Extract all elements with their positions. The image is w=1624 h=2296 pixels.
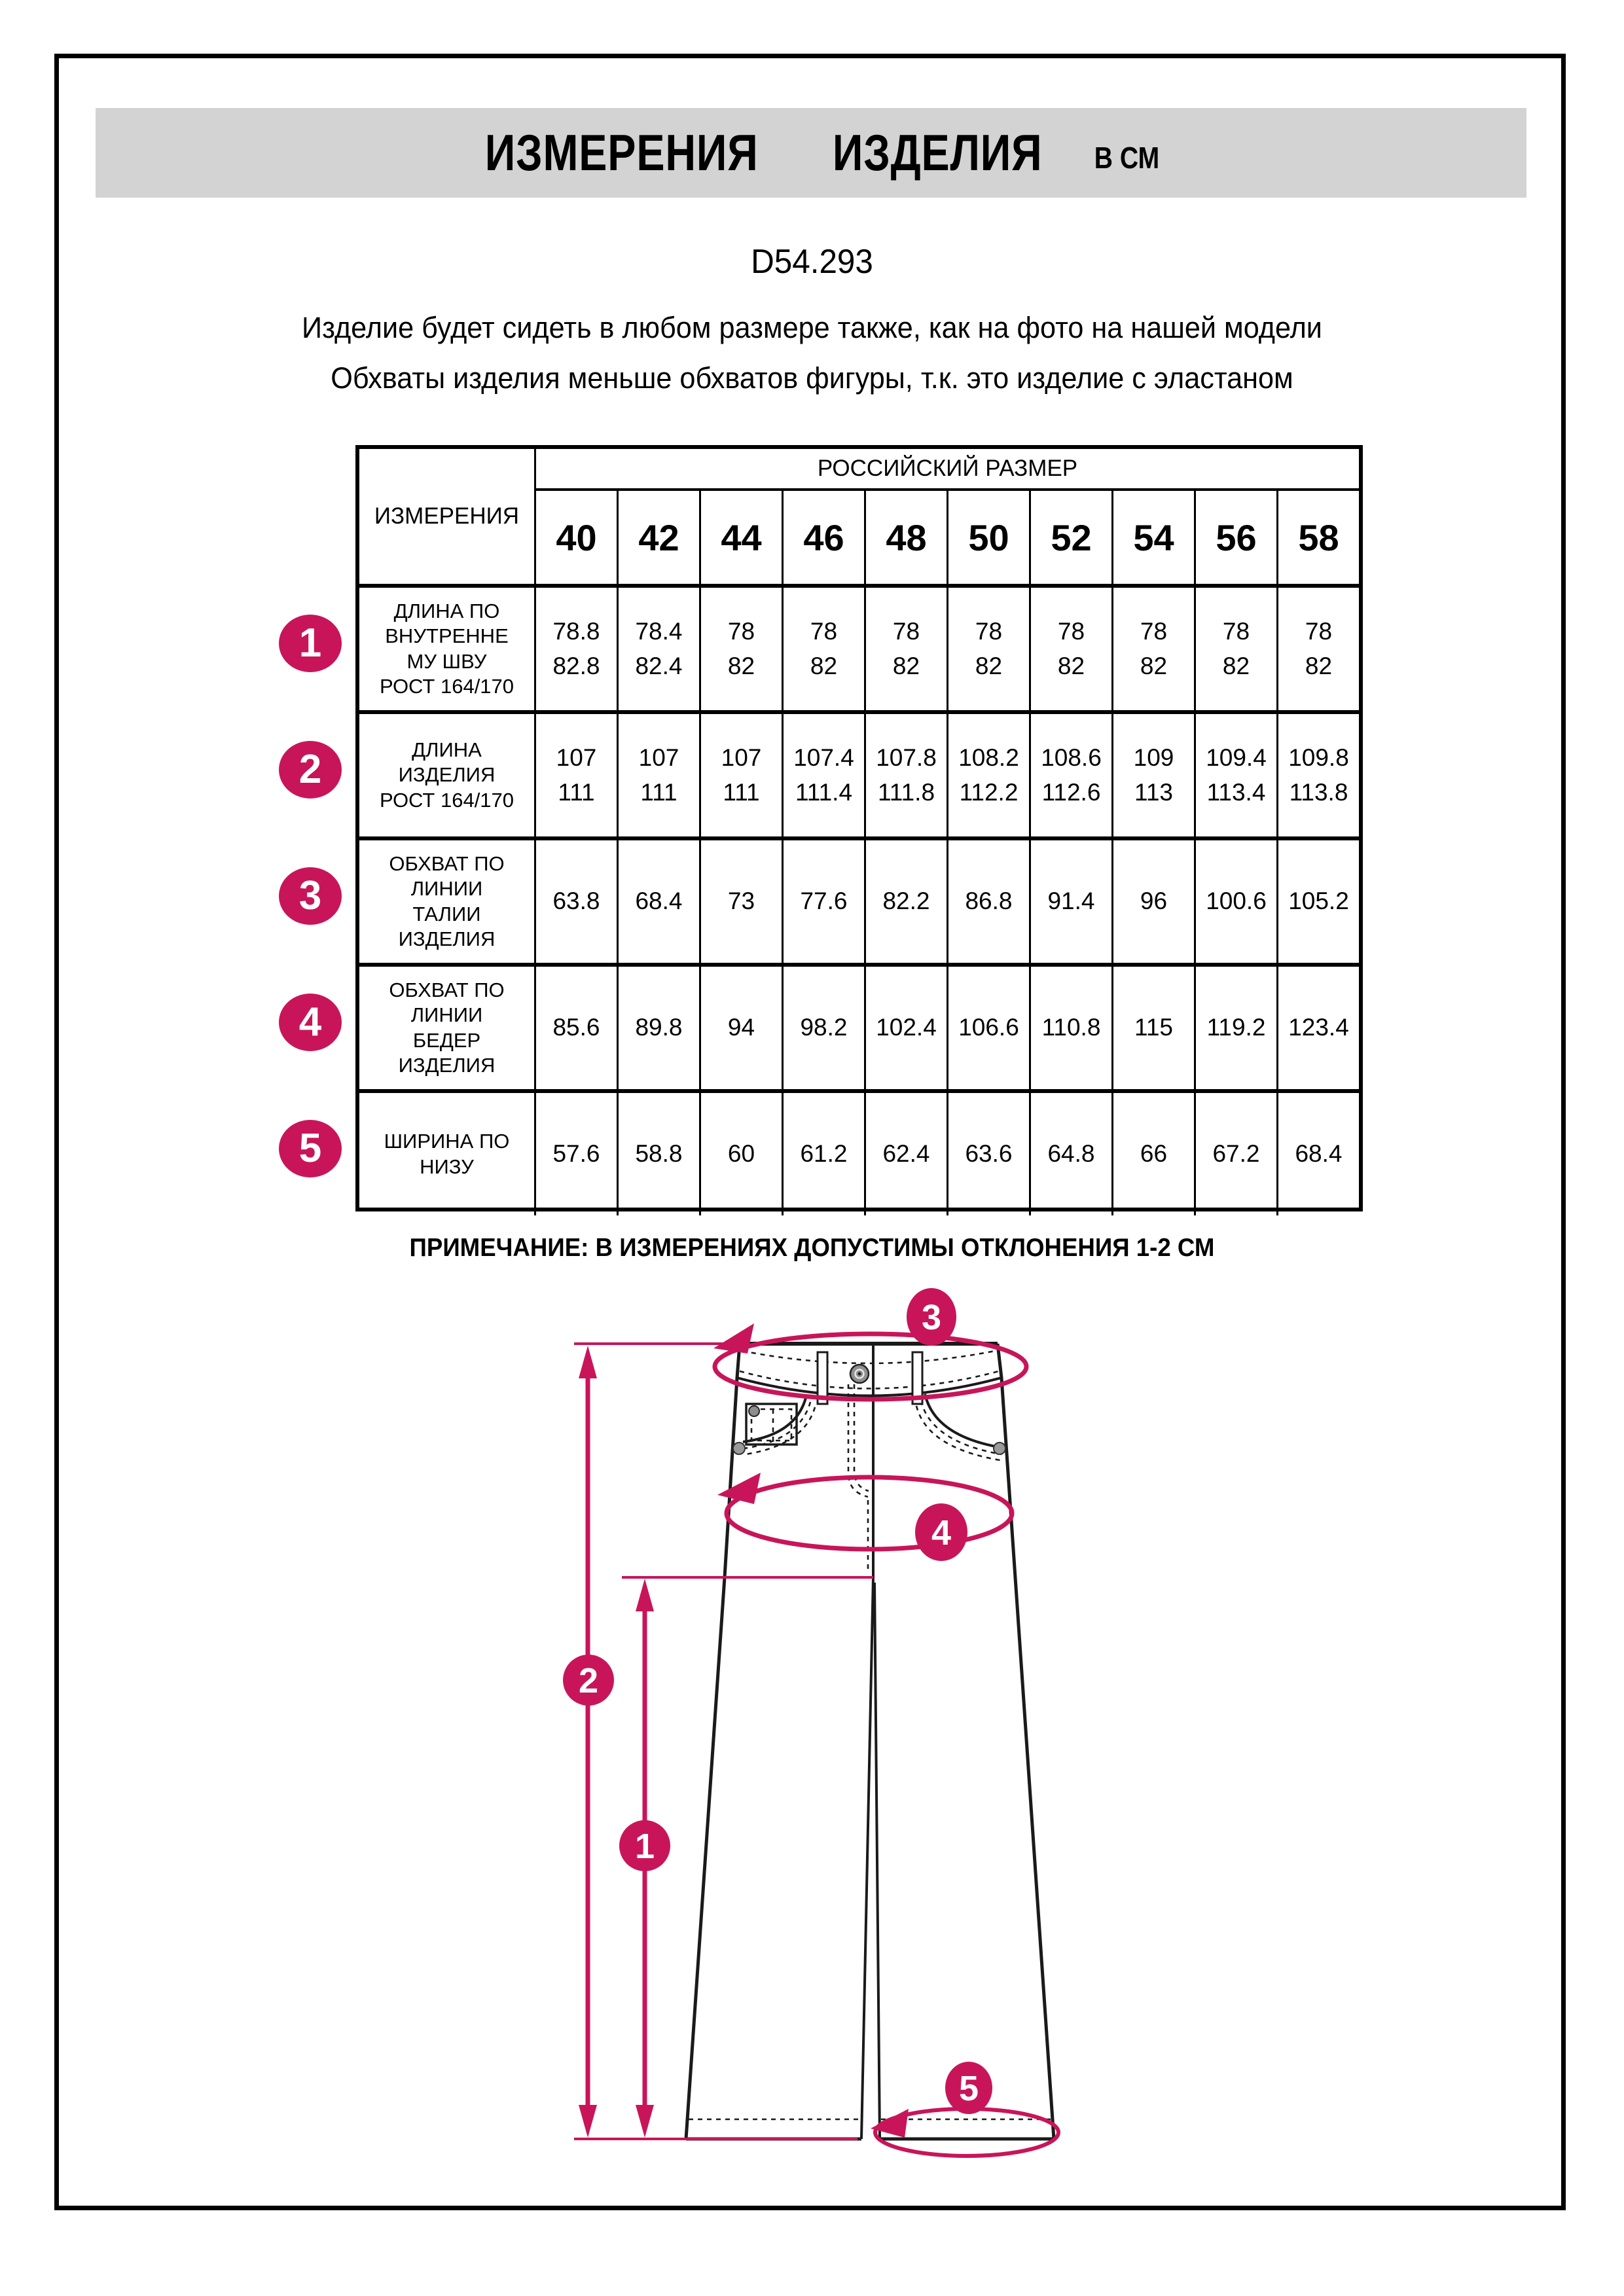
measurement-value-r5-c40-line: 57.6 bbox=[552, 1140, 600, 1168]
measurement-value-r2-c46-line: 111.4 bbox=[795, 778, 853, 806]
size-col-header-52-line: 52 bbox=[1051, 516, 1092, 558]
row-number-5: 5 bbox=[298, 1125, 322, 1171]
measurement-label-1-line: МУ ШВУ bbox=[406, 649, 487, 673]
arrow-2-head-down-icon bbox=[579, 2105, 597, 2138]
left-rivet bbox=[733, 1443, 745, 1454]
measurement-label-1-line: ДЛИНА ПО bbox=[393, 599, 500, 622]
measurement-value-r2-c54-line: 113 bbox=[1134, 778, 1173, 806]
measurement-value-r4-c42 bbox=[617, 963, 699, 1089]
measurement-value-r3-c52 bbox=[1029, 836, 1111, 963]
measurement-value-r3-c46 bbox=[782, 836, 864, 963]
measurement-value-r4-c50-line: 106.6 bbox=[958, 1014, 1019, 1041]
callout-1 bbox=[619, 1820, 670, 1871]
measurement-value-r3-c50-line: 86.8 bbox=[965, 888, 1013, 915]
measurement-value-r5-c50-line: 63.6 bbox=[965, 1140, 1013, 1168]
measurement-value-r5-c54-line: 66 bbox=[1140, 1140, 1168, 1168]
measurement-value-r2-c58-line: 109.8 bbox=[1288, 744, 1349, 771]
measurement-label-3-line: ТАЛИИ bbox=[412, 902, 481, 925]
measurement-value-r5-c42 bbox=[617, 1089, 699, 1215]
measurement-value-r5-c40 bbox=[534, 1089, 617, 1215]
callout-2-number: 2 bbox=[578, 1661, 599, 1700]
measurement-value-r1-c42-line: 82.4 bbox=[635, 652, 683, 679]
measurement-value-r1-c40 bbox=[534, 584, 617, 710]
callout-5-number: 5 bbox=[958, 2069, 979, 2108]
measurement-value-r2-c56-line: 113.4 bbox=[1206, 778, 1266, 806]
measurement-label-4-line: ЛИНИИ bbox=[410, 1003, 483, 1027]
measurement-label-5-line: НИЗУ bbox=[420, 1155, 474, 1178]
measurement-value-r2-c44-line: 107 bbox=[721, 744, 762, 771]
size-col-header-46-line: 46 bbox=[803, 516, 844, 558]
measurement-value-r2-c52-line: 108.6 bbox=[1041, 744, 1102, 771]
size-col-header-56 bbox=[1194, 488, 1276, 584]
measurement-value-r4-c58 bbox=[1276, 963, 1359, 1089]
measurement-value-r1-c54-line: 82 bbox=[1140, 652, 1168, 679]
callout-3-number: 3 bbox=[921, 1298, 942, 1337]
measurement-value-r2-c48-line: 107.8 bbox=[876, 744, 937, 771]
measurement-value-r1-c42 bbox=[617, 584, 699, 710]
right-inseam bbox=[875, 1583, 880, 2139]
measurement-value-r1-c40-line: 82.8 bbox=[552, 652, 600, 679]
measurement-value-r2-c48-line: 111.8 bbox=[877, 778, 935, 806]
waist-button bbox=[850, 1365, 869, 1383]
size-col-header-52 bbox=[1029, 488, 1111, 584]
measurement-value-r4-c48 bbox=[864, 963, 947, 1089]
size-col-header-54 bbox=[1111, 488, 1194, 584]
measurement-value-r4-c42-line: 89.8 bbox=[635, 1014, 683, 1041]
measurement-value-r2-c56-line: 109.4 bbox=[1206, 744, 1267, 771]
measurement-label-1-line: РОСТ 164/170 bbox=[379, 674, 514, 698]
measurement-value-r5-c58-line: 68.4 bbox=[1295, 1140, 1343, 1168]
measurement-value-r3-c40 bbox=[534, 836, 617, 963]
measurement-label-1-line: ВНУТРЕННЕ bbox=[385, 624, 509, 648]
measurement-value-r5-c42-line: 58.8 bbox=[635, 1140, 683, 1168]
title-bar bbox=[96, 108, 1526, 198]
measurement-value-r3-c54-line: 96 bbox=[1140, 888, 1168, 915]
measurement-value-r4-c54-line: 115 bbox=[1134, 1014, 1173, 1041]
waist-ellipse-arrowhead-icon bbox=[713, 1323, 754, 1354]
measurement-value-r2-c54-line: 109 bbox=[1133, 744, 1174, 771]
measurement-value-r1-c44 bbox=[699, 584, 782, 710]
measurement-value-r1-c50-line: 78 bbox=[975, 617, 1003, 645]
note-text: ПРИМЕЧАНИЕ: В ИЗМЕРЕНИЯХ ДОПУСТИМЫ ОТКЛОНЕНИЯ 1-2 СМ bbox=[409, 1234, 1215, 1262]
callout-4 bbox=[915, 1503, 967, 1561]
measurement-value-r1-c44-line: 82 bbox=[727, 652, 755, 679]
measurement-value-r1-c52 bbox=[1029, 584, 1111, 710]
measurement-value-r1-c48 bbox=[864, 584, 947, 710]
row-number-2: 2 bbox=[298, 746, 322, 792]
measurement-value-r5-c44 bbox=[699, 1089, 782, 1215]
jeans-outline bbox=[686, 1344, 1054, 2139]
measurement-value-r3-c40-line: 63.8 bbox=[552, 888, 600, 915]
measurement-value-r1-c48-line: 78 bbox=[892, 617, 920, 645]
measurement-value-r4-c46 bbox=[782, 963, 864, 1089]
callout-1-number: 1 bbox=[634, 1827, 655, 1866]
size-col-header-42-line: 42 bbox=[638, 516, 679, 558]
measurement-value-r4-c50 bbox=[947, 963, 1029, 1089]
size-col-header-54-line: 54 bbox=[1133, 516, 1174, 558]
right-side-seam bbox=[998, 1344, 1054, 2139]
measurement-value-r2-c52 bbox=[1029, 710, 1111, 836]
measurement-value-r1-c46-line: 82 bbox=[810, 652, 838, 679]
table-corner-header-line: ИЗМЕРЕНИЯ bbox=[374, 503, 520, 529]
measurement-value-r3-c50 bbox=[947, 836, 1029, 963]
measurement-value-r2-c42-line: 111 bbox=[640, 778, 677, 806]
measurement-value-r1-c52-line: 78 bbox=[1057, 617, 1085, 645]
measurement-value-r2-c40 bbox=[534, 710, 617, 836]
measurement-value-r4-c46-line: 98.2 bbox=[800, 1014, 848, 1041]
description-line-2: Обхваты изделия меньше обхватов фигуры, т.к. это изделие с эластаном bbox=[331, 361, 1293, 395]
measurement-value-r2-c40-line: 107 bbox=[556, 744, 597, 771]
measurement-label-2-line: РОСТ 164/170 bbox=[379, 788, 514, 812]
measurement-value-r4-c56 bbox=[1194, 963, 1276, 1089]
measurement-value-r3-c52-line: 91.4 bbox=[1047, 888, 1095, 915]
measurement-value-r2-c46 bbox=[782, 710, 864, 836]
measurement-value-r2-c46-line: 107.4 bbox=[793, 744, 854, 771]
measurement-label-1 bbox=[359, 584, 534, 710]
measurement-value-r4-c58-line: 123.4 bbox=[1288, 1014, 1349, 1041]
product-code: D54.293 bbox=[751, 243, 873, 281]
size-col-header-50-line: 50 bbox=[968, 516, 1009, 558]
left-inseam bbox=[861, 1577, 873, 2139]
measurement-value-r1-c58-line: 78 bbox=[1305, 617, 1333, 645]
measurement-label-3-line: ЛИНИИ bbox=[410, 877, 483, 901]
size-col-header-48-line: 48 bbox=[886, 516, 927, 558]
measurement-value-r5-c58 bbox=[1276, 1089, 1359, 1215]
size-col-header-58-line: 58 bbox=[1298, 516, 1339, 558]
hip-ellipse-arrowhead-icon bbox=[717, 1473, 761, 1504]
measurement-value-r1-c44-line: 78 bbox=[727, 617, 755, 645]
row-number-3: 3 bbox=[298, 872, 322, 918]
row-number-circle-5 bbox=[279, 1120, 342, 1177]
measurement-value-r3-c46-line: 77.6 bbox=[800, 888, 848, 915]
measurement-value-r4-c40-line: 85.6 bbox=[552, 1014, 600, 1041]
measurement-value-r1-c48-line: 82 bbox=[892, 652, 920, 679]
measurement-value-r3-c54 bbox=[1111, 836, 1194, 963]
measurement-value-r2-c42 bbox=[617, 710, 699, 836]
row-number-1: 1 bbox=[298, 620, 322, 666]
table-group-header bbox=[534, 449, 1359, 488]
row-number-4: 4 bbox=[298, 999, 322, 1045]
measurement-value-r1-c46-line: 78 bbox=[810, 617, 838, 645]
measurement-value-r1-c58 bbox=[1276, 584, 1359, 710]
measurement-value-r1-c46 bbox=[782, 584, 864, 710]
measurement-value-r2-c58-line: 113.8 bbox=[1289, 778, 1348, 806]
measurement-value-r2-c56 bbox=[1194, 710, 1276, 836]
size-table bbox=[355, 445, 1363, 1211]
measurement-value-r4-c54 bbox=[1111, 963, 1194, 1089]
coin-pocket-button bbox=[749, 1406, 759, 1416]
measurement-value-r2-c50 bbox=[947, 710, 1029, 836]
measurement-value-r4-c52-line: 110.8 bbox=[1041, 1014, 1101, 1041]
measurement-value-r4-c52 bbox=[1029, 963, 1111, 1089]
page-title-word-2: ИЗДЕЛИЯ bbox=[832, 124, 1043, 181]
measurement-label-3-line: ОБХВАТ ПО bbox=[389, 852, 505, 875]
measurement-value-r5-c52 bbox=[1029, 1089, 1111, 1215]
measurement-value-r3-c42-line: 68.4 bbox=[635, 888, 683, 915]
size-col-header-44-line: 44 bbox=[721, 516, 762, 558]
measurement-value-r2-c50-line: 112.2 bbox=[959, 778, 1019, 806]
measurement-value-r3-c48-line: 82.2 bbox=[882, 888, 930, 915]
measurement-label-5 bbox=[359, 1089, 534, 1215]
measurement-label-4-line: ИЗДЕЛИЯ bbox=[398, 1053, 496, 1077]
measurement-value-r5-c44-line: 60 bbox=[727, 1140, 755, 1168]
size-col-header-40 bbox=[534, 488, 617, 584]
measurement-value-r1-c54 bbox=[1111, 584, 1194, 710]
measurement-label-4-line: ОБХВАТ ПО bbox=[389, 978, 505, 1001]
hip-girth-ellipse bbox=[727, 1477, 1012, 1549]
measurement-value-r5-c46-line: 61.2 bbox=[800, 1140, 848, 1168]
waistband-top-stitch bbox=[742, 1351, 995, 1363]
measurement-value-r1-c56-line: 78 bbox=[1222, 617, 1250, 645]
arrow-1-head-up-icon bbox=[636, 1579, 654, 1611]
measurement-value-r1-c56 bbox=[1194, 584, 1276, 710]
measurement-value-r3-c44 bbox=[699, 836, 782, 963]
size-col-header-56-line: 56 bbox=[1216, 516, 1257, 558]
arrow-2-head-up-icon bbox=[579, 1346, 597, 1378]
measurement-label-3-line: ИЗДЕЛИЯ bbox=[398, 927, 496, 950]
measurement-value-r2-c42-line: 107 bbox=[638, 744, 679, 771]
measurement-value-r5-c54 bbox=[1111, 1089, 1194, 1215]
measurement-label-4 bbox=[359, 963, 534, 1089]
size-col-header-42 bbox=[617, 488, 699, 584]
measurement-value-r4-c56-line: 119.2 bbox=[1206, 1014, 1266, 1041]
measurement-value-r5-c48-line: 62.4 bbox=[882, 1140, 930, 1168]
table-group-header-line: РОССИЙСКИЙ РАЗМЕР bbox=[817, 456, 1078, 481]
measurement-value-r2-c44 bbox=[699, 710, 782, 836]
right-pocket-curve bbox=[925, 1394, 1003, 1448]
measurement-value-r5-c56-line: 67.2 bbox=[1212, 1140, 1260, 1168]
row-number-circle-1 bbox=[279, 615, 342, 672]
measurement-value-r5-c50 bbox=[947, 1089, 1029, 1215]
measurement-value-r4-c40 bbox=[534, 963, 617, 1089]
measurement-value-r1-c50 bbox=[947, 584, 1029, 710]
measurement-value-r4-c44-line: 94 bbox=[727, 1014, 755, 1041]
measurement-value-r1-c56-line: 82 bbox=[1222, 652, 1250, 679]
left-side-seam bbox=[686, 1344, 740, 2139]
measurement-value-r2-c50-line: 108.2 bbox=[958, 744, 1019, 771]
measurement-value-r2-c48 bbox=[864, 710, 947, 836]
measurement-label-5-line: ШИРИНА ПО bbox=[384, 1130, 510, 1153]
size-col-header-58 bbox=[1276, 488, 1359, 584]
callout-5 bbox=[945, 2062, 992, 2114]
measurement-value-r1-c40-line: 78.8 bbox=[552, 617, 600, 645]
measurement-value-r3-c44-line: 73 bbox=[727, 888, 755, 915]
right-rivet bbox=[994, 1443, 1005, 1454]
pants-technical-drawing bbox=[537, 1276, 1126, 2193]
page-title-units: В СМ bbox=[1094, 140, 1160, 175]
measurement-label-2-line: ДЛИНА bbox=[412, 738, 482, 761]
page-title-word-1: ИЗМЕРЕНИЯ bbox=[484, 124, 759, 181]
measurement-value-r2-c44-line: 111 bbox=[723, 778, 760, 806]
measurement-value-r3-c56 bbox=[1194, 836, 1276, 963]
measurement-value-r1-c54-line: 78 bbox=[1140, 617, 1168, 645]
measurement-value-r1-c52-line: 82 bbox=[1057, 652, 1085, 679]
size-col-header-44 bbox=[699, 488, 782, 584]
measurement-value-r2-c58 bbox=[1276, 710, 1359, 836]
measurement-value-r3-c56-line: 100.6 bbox=[1206, 888, 1267, 915]
callout-4-number: 4 bbox=[931, 1513, 952, 1552]
measurement-label-2 bbox=[359, 710, 534, 836]
measurement-value-r3-c58 bbox=[1276, 836, 1359, 963]
measurement-value-r1-c58-line: 82 bbox=[1305, 652, 1333, 679]
measurement-value-r4-c44 bbox=[699, 963, 782, 1089]
row-number-circle-3 bbox=[279, 867, 342, 925]
measurement-value-r2-c40-line: 111 bbox=[558, 778, 595, 806]
measurement-value-r5-c48 bbox=[864, 1089, 947, 1215]
size-col-header-46 bbox=[782, 488, 864, 584]
description-line-1: Изделие будет сидеть в любом размере также, как на фото на нашей модели bbox=[302, 311, 1322, 344]
measurement-value-r2-c54 bbox=[1111, 710, 1194, 836]
measurement-value-r3-c48 bbox=[864, 836, 947, 963]
measurement-value-r1-c50-line: 82 bbox=[975, 652, 1003, 679]
size-col-header-40-line: 40 bbox=[556, 516, 597, 558]
callout-3 bbox=[907, 1288, 956, 1346]
row-number-circle-2 bbox=[279, 741, 342, 798]
measurement-value-r5-c46 bbox=[782, 1089, 864, 1215]
measurement-value-r1-c42-line: 78.4 bbox=[635, 617, 683, 645]
measurement-label-2-line: ИЗДЕЛИЯ bbox=[398, 763, 496, 787]
measurement-value-r5-c52-line: 64.8 bbox=[1047, 1140, 1095, 1168]
measurement-value-r5-c56 bbox=[1194, 1089, 1276, 1215]
measurement-value-r2-c52-line: 112.6 bbox=[1041, 778, 1101, 806]
arrow-1-head-down-icon bbox=[636, 2105, 654, 2138]
measurement-value-r3-c58-line: 105.2 bbox=[1288, 888, 1349, 915]
size-col-header-48 bbox=[864, 488, 947, 584]
size-col-header-50 bbox=[947, 488, 1029, 584]
measurement-label-4-line: БЕДЕР bbox=[412, 1028, 481, 1052]
measurement-value-r4-c48-line: 102.4 bbox=[876, 1014, 937, 1041]
measurement-value-r3-c42 bbox=[617, 836, 699, 963]
measurement-label-3 bbox=[359, 836, 534, 963]
callout-2 bbox=[563, 1655, 614, 1706]
table-corner-header bbox=[359, 449, 534, 584]
row-number-circle-4 bbox=[279, 994, 342, 1051]
